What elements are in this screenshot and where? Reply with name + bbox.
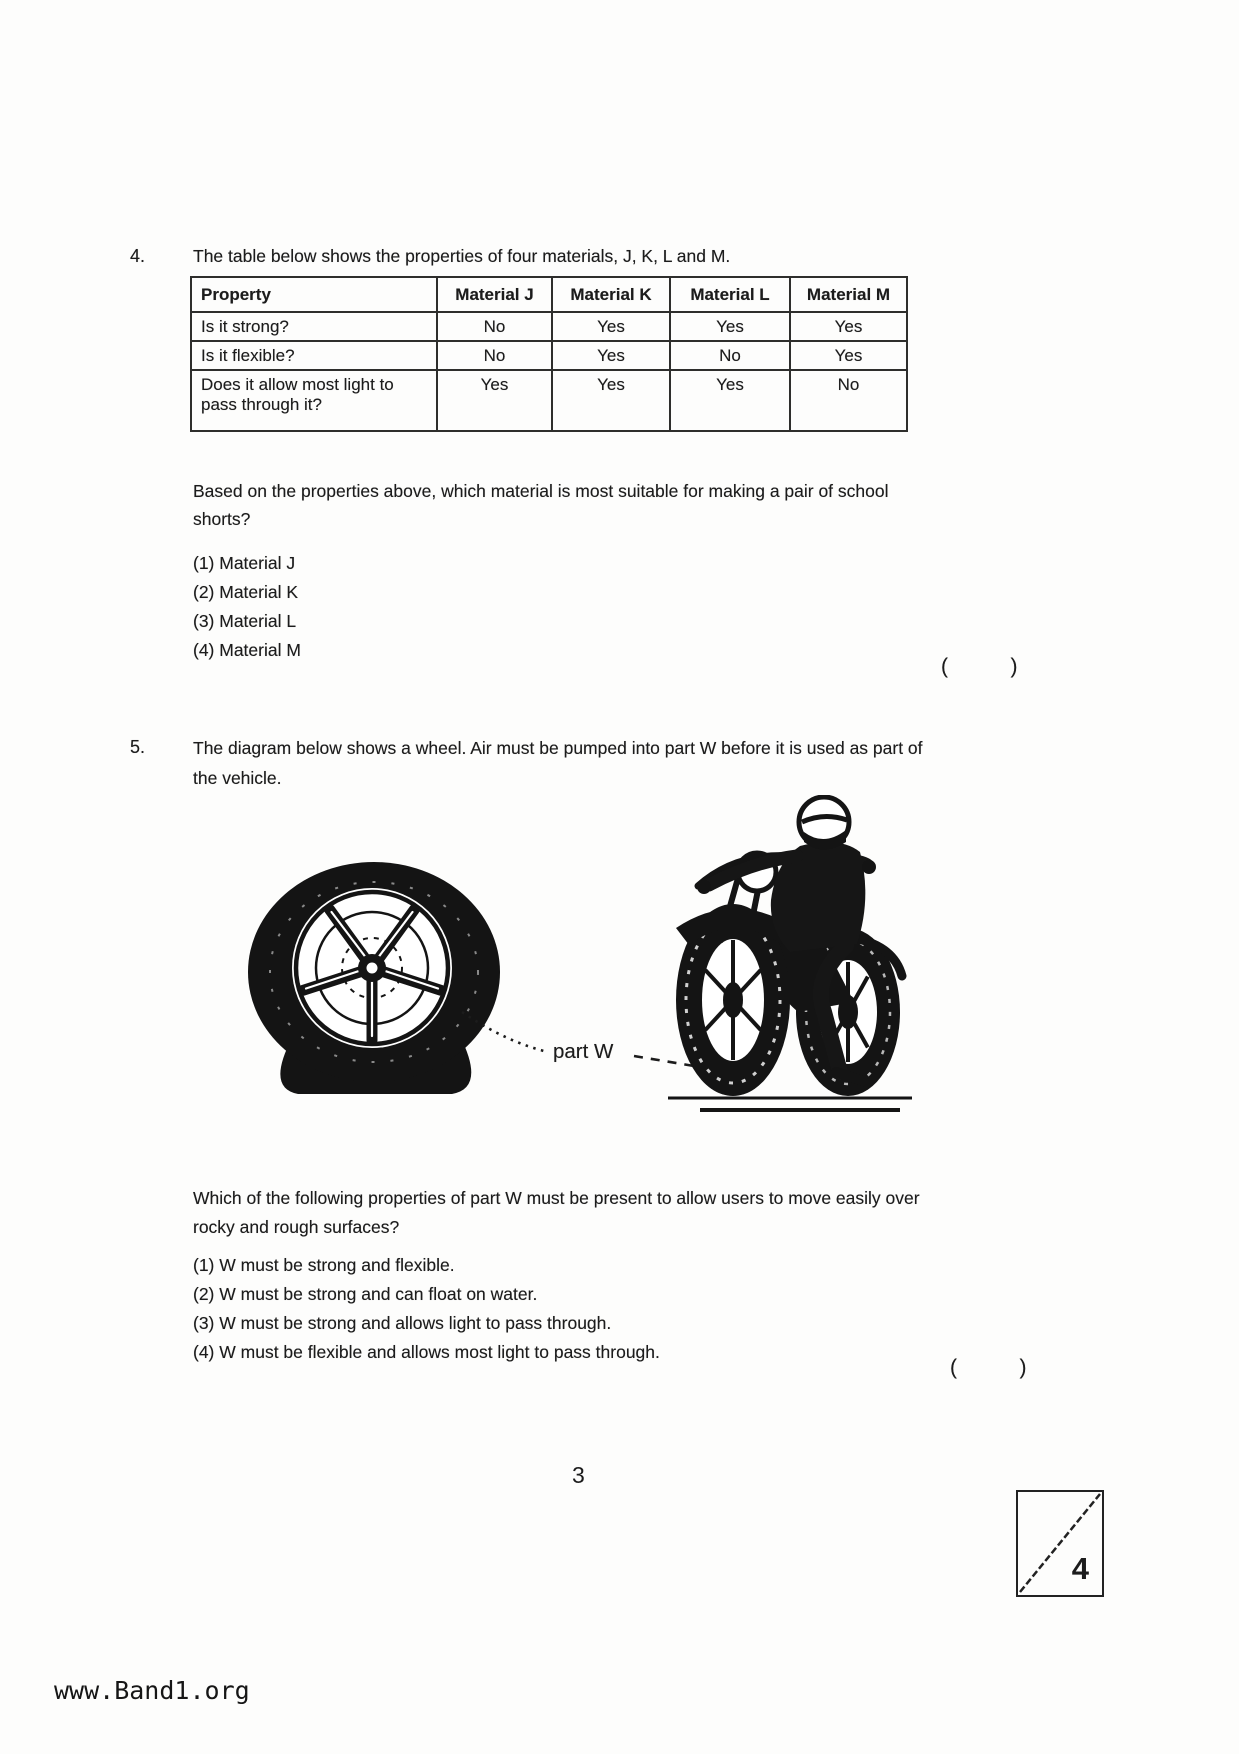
q5-option: (1) W must be strong and flexible.: [193, 1255, 455, 1275]
table-cell: Yes: [552, 341, 670, 370]
score-box: [1016, 1490, 1104, 1597]
motorcycle-illustration: [668, 797, 912, 1110]
table-row: [191, 370, 907, 431]
table-row: [191, 312, 907, 341]
table-cell: Is it strong?: [191, 312, 437, 341]
part-w-label: part W: [553, 1040, 614, 1063]
q4-number: 4.: [130, 246, 146, 266]
table-cell: No: [670, 341, 790, 370]
table-cell: Is it flexible?: [191, 341, 437, 370]
q5-option: (4) W must be flexible and allows most light to pass through.: [193, 1342, 660, 1362]
table-header-cell: Material J: [437, 277, 552, 312]
table-cell: No: [437, 341, 552, 370]
q4-option: (2) Material K: [193, 582, 299, 602]
q5-answer-bracket: ( ): [950, 1356, 1028, 1379]
q4-question-text: Based on the properties above, which material is most suitable for making a pair of school shorts?: [193, 481, 889, 529]
table-cell: Yes: [790, 341, 907, 370]
q4-answer-bracket: ( ): [941, 655, 1019, 678]
page-number: 3: [572, 1462, 585, 1488]
table-cell: Yes: [670, 370, 790, 431]
table-cell: Yes: [552, 312, 670, 341]
q5-question-text: Which of the following properties of part W must be present to allow users to move easily over rocky and rough surfaces?: [193, 1188, 920, 1237]
leader-line-right: [634, 1056, 694, 1066]
table-header-row: [191, 277, 907, 312]
materials-table: [190, 276, 908, 432]
table-cell: No: [437, 312, 552, 341]
table-header-cell: Material M: [790, 277, 907, 312]
q5-option: (3) W must be strong and allows light to pass through.: [193, 1313, 612, 1333]
wheel-illustration: [248, 862, 500, 1094]
table-cell: Yes: [670, 312, 790, 341]
q4-intro-text: The table below shows the properties of four materials, J, K, L and M.: [193, 246, 731, 266]
table-cell: Yes: [790, 312, 907, 341]
table-header-cell: Material K: [552, 277, 670, 312]
table-cell: Yes: [552, 370, 670, 431]
q5-options: [193, 1251, 660, 1367]
q5-option: (2) W must be strong and can float on water.: [193, 1284, 538, 1304]
table-header-cell: Material L: [670, 277, 790, 312]
q4-option: (3) Material L: [193, 611, 297, 631]
table-row: [191, 341, 907, 370]
watermark: www.Band1.org: [54, 1676, 250, 1705]
table-cell: Does it allow most light to pass through it?: [191, 370, 437, 431]
q4-option: (4) Material M: [193, 640, 301, 660]
q5-number: 5.: [130, 737, 146, 757]
table-cell: No: [790, 370, 907, 431]
table-cell: Yes: [437, 370, 552, 431]
score-box-diagonal: [1018, 1492, 1102, 1595]
q5-intro-text: The diagram below shows a wheel. Air must be pumped into part W before it is used as part of the vehicle.: [193, 738, 923, 788]
q4-option: (1) Material J: [193, 553, 296, 573]
score-box-value: 4: [1071, 1551, 1089, 1586]
wheel-motorcycle-diagram: [180, 795, 990, 1140]
table-header-cell: Property: [191, 277, 437, 312]
q4-options: [193, 549, 301, 665]
